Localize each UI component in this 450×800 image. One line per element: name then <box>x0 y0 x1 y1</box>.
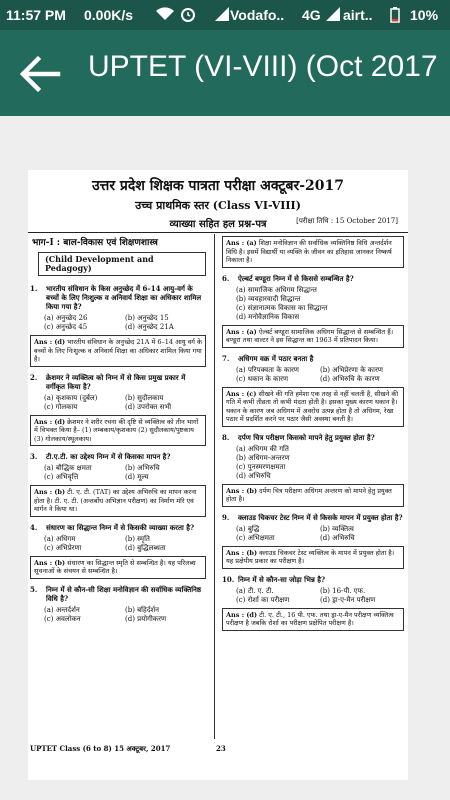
question-options: (a) कृशकाय (दुर्बल) (b) सुदौलकाय (c) गोलकाय (d) उपरोक्त सभी <box>44 393 172 411</box>
question-options: (a) अनुच्छेद 26 (b) अनुच्छेद 15 (c) अनुच्छेद 45 (d) अनुच्छेद 21A <box>44 314 174 331</box>
answer-box: Ans : (b) क्लाउड चिकचर टेस्ट व्यक्तित्व के मापन में प्रयुक्त होता है। यह प्रक्षेपीय प्रकार का परीक्षण है। <box>222 546 404 569</box>
status-network-speed: 0.00K/s <box>84 7 134 23</box>
page-footer: UPTET Class (6 to 8) 15 अक्टूबर, 2017 <box>30 744 171 753</box>
alarm-icon <box>180 6 196 25</box>
back-arrow-icon <box>18 52 62 96</box>
app-title: UPTET (VI-VIII) (Oct 2017 <box>88 50 438 83</box>
page-number: 23 <box>216 744 226 753</box>
question-options: (a) परिपक्वता के कारण (b) अभिप्रेरणा के कारण (c) थकान के कारण (d) अभिरुचि के कारण <box>236 365 383 383</box>
right-column <box>222 236 404 637</box>
signal-icon-2 <box>325 6 341 25</box>
status-time: 11:57 PM <box>6 7 66 23</box>
question: 5. निम्न में से कौन-सी शिक्षा मनोविज्ञान की सर्वाधिक व्यक्तिनिष्ठ विधि है? <box>30 584 202 603</box>
status-bar <box>0 0 450 30</box>
answer-box: Ans : (d) भारतीय संविधान के अनुच्छेद 21A में 6–14 आयु वर्ग के बच्चों के लिए निःशुल्क व अनिवार्य शिक्षा का अधिकार शामिल किया गया है। <box>30 335 206 367</box>
column-divider <box>214 234 215 739</box>
question: 9. क्लाउड चिकचर टेस्ट निम्न में से किसके मापन में प्रयुक्त होता है? <box>222 512 403 522</box>
wifi-icon <box>155 6 175 25</box>
exam-date: [परीक्षा तिथि : 15 October 2017] <box>296 217 398 225</box>
answer-box: Ans : (a) ऐल्बर्ट बण्डूरा सामाजिक अधिगम सिद्धान्त से सम्बन्धित हैं। बण्डूरा तथा वाल्टर ने इस सिद्धान्त का 1963 में प्रतिपादन किया। <box>222 325 404 348</box>
answer-box: Ans : (b) टी. ए. टी. (TAT) का उद्देश्य अभिरुचि का मापन करना होता है। टी. ए. टी. (अन्तर्बोध अभिज्ञान परीक्षण) का निर्माण मॉरे एवं मार्गन ने किया था। <box>30 485 206 517</box>
question-options: (a) अन्तर्दर्शन (b) बहिर्दर्शन (c) अवलोकन (d) प्रयोगीकरण <box>44 605 167 623</box>
question: 6. ऐल्बर्ट बण्डूरा निम्न में से किससे सम्बन्धित है? <box>222 273 354 283</box>
question: 2. क्रेशमर ने व्यक्तित्व को निम्न में से किस प्रमुख प्रकार में वर्गीकृत किया है? <box>30 372 186 391</box>
document-viewer[interactable] <box>0 116 450 800</box>
battery-icon <box>390 7 400 26</box>
back-button[interactable] <box>18 52 62 96</box>
question: 7. अधिगम वक्र में पठार बनता है <box>222 353 314 363</box>
status-battery-level: 10% <box>410 7 439 23</box>
answer-box: Ans : (d) क्रेशमर ने शरीर रचना की दृष्टि से व्यक्तित्व को तीन भागों में विभक्त किया है– (1) लम्बकाय/कृशकाय (2) सुदौलकाय/पुष्टकाय (3) गोलकाय/स्थूलकाय। <box>30 415 206 447</box>
answer-box: Ans : (c) सीखने की गति हमेशा एक तरह से नहीं चलती है, सीखने की गति में कभी तीव्रता तो कभी मंदता होती है। इसका मुख्य कारण थकान है। थकान के कारण जब अधिगम में अवरोध उत्पन्न होता है तो अधिगम, रेखा पठार में प्रदर्शित करने पर पठार जैसी अवस्था बनती है। <box>222 387 404 427</box>
status-carrier-2: airt.. <box>343 7 373 23</box>
question-options: (a) बौद्धिक क्षमता (b) अभिरुचि (c) अभिवृत्ति (d) मूल्य <box>44 464 160 481</box>
heading-rule <box>28 232 408 233</box>
document-heading: उत्तर प्रदेश शिक्षक पात्रता परीक्षा अक्टूबर-2017 <box>91 178 345 194</box>
question: 8. दर्पण चित्र परीक्षण किसको मापने हेतु प्रयुक्त होता है? <box>222 432 375 442</box>
status-carrier-1: Vodafo.. <box>230 7 285 23</box>
question: 1. भारतीय संविधान के किस अनुच्छेद में 6–14 आयु-वर्ग के बच्चों के लिए निःशुल्क व अनिवार्य शिक्षा का अधिकार शामिल किया गया है? <box>30 284 202 311</box>
answer-box: Ans : (b) संधारण का सिद्धान्त स्मृति से सम्बन्धित है। यह परिलब्ध सूचनाओं के संचयन से सम्बन्धित है। <box>30 556 206 579</box>
question: 10. निम्न में से कौन-सा जोड़ा भिन्न है? <box>222 574 326 584</box>
question-options: (a) अधिगम (b) स्मृति (c) अभिप्रेरणा (d) बुद्धिलब्धता <box>44 534 166 552</box>
answer-box: Ans : (d) टी. ए. टी., 16 पी. एफ. तथा ड्रा-ए-मैन परीक्षण व्यक्तित्व परीक्षण है जबकि रोर्शा का परीक्षण प्रक्षेपित परीक्षण है। <box>222 608 404 631</box>
app-bar <box>0 30 450 116</box>
document-level: उच्च प्राथमिक स्तर (Class VI-VIII) <box>135 199 301 212</box>
status-network-type: 4G <box>302 7 321 23</box>
document-page <box>28 170 408 780</box>
section-subtitle: (Child Development and Pedagogy) <box>38 252 206 276</box>
signal-icon-1 <box>214 6 230 25</box>
answer-box: Ans : (b) दर्पण चित्र परीक्षण अधिगम अन्तरण को मापने हेतु प्रयुक्त होता है। <box>222 484 404 507</box>
question: 3. टी.ए.टी. का उद्देश्य निम्न में से किसका मापन है? <box>30 452 171 461</box>
section-title: भाग-I : बाल-विकास एवं शिक्षणशास्त्र <box>32 238 158 248</box>
question-options: (a) टी. ए. टी. (b) 16-पी. एफ. (c) रोर्शा का परीक्षण (d) ड्रा-ए-मैन परीक्षण <box>236 586 376 604</box>
left-column <box>30 236 206 627</box>
answer-box: Ans : (a) शिक्षा मनोविज्ञान की सर्वाधिक व्यक्तिनिष्ठ विधि अन्तर्दर्शन विधि है। इसमें विद्यार्थी या व्यक्ति के जीवन का इतिहास जानकर निष्कर्ष निकाला है। <box>222 236 404 268</box>
question: 4. संधारण का सिद्धान्त निम्न में से किसकी व्याख्या करता है? <box>30 522 195 532</box>
question-options: (a) अधिगम की गति (b) अधिगम-अन्तरण (c) पुनस्मरणक्षमता (d) अभिरुचि <box>236 444 290 480</box>
question-options: (a) सामाजिक अधिगम सिद्धान्त (b) व्यवहारवादी सिद्धान्त (c) संज्ञानात्मक विकास का सिद्धान्त (d) मनोवैज्ञानिक विकास <box>236 285 328 321</box>
question-options: (a) बुद्धि (b) व्यक्तित्व (c) अभिक्षमता (d) अभिरुचि <box>236 524 355 542</box>
document-subtitle: व्याख्या सहित हल प्रश्न-पत्र <box>169 219 267 230</box>
